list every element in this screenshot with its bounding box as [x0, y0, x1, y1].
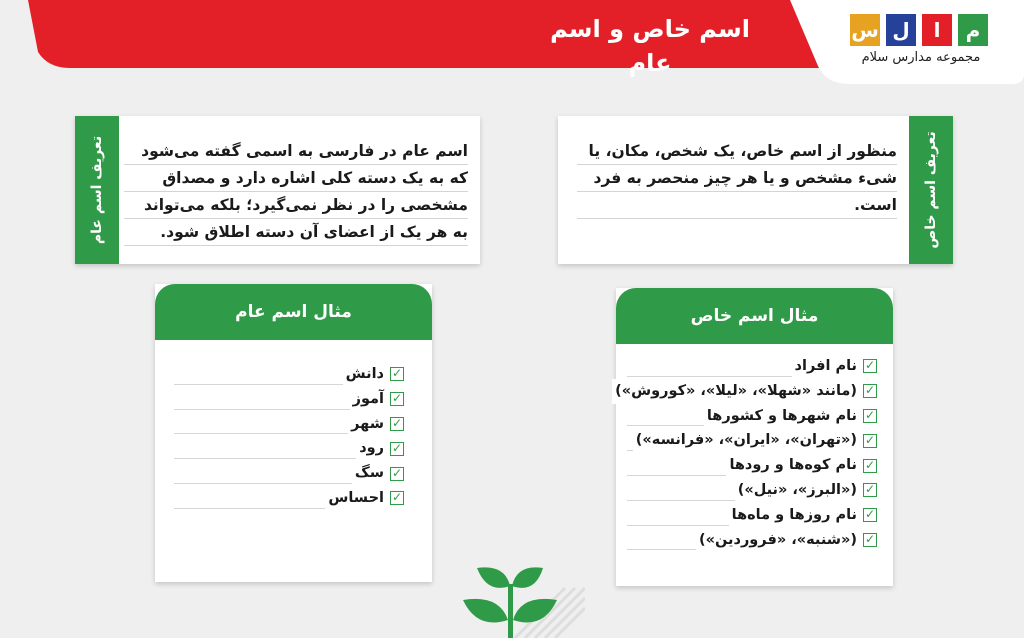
common-definition-text: اسم عام در فارسی به اسمی گفته می‌شود که به یک دسته کلی اشاره دارد و مصداق مشخصی را در نظر نمی‌گیرد؛ بلکه می‌تواند به هر یک از اعضای آن دسته اطلاق شود. — [124, 138, 468, 246]
logo — [846, 14, 996, 74]
proper-definition-tab — [909, 116, 953, 264]
checkbox-icon: ✓ — [391, 391, 403, 406]
checkbox-icon: ✓ — [391, 366, 403, 381]
common-definition-card — [75, 116, 480, 264]
common-examples-panel — [155, 284, 432, 582]
checkbox-icon: ✓ — [391, 415, 403, 430]
page-title: اسم خاص و اسم عام — [550, 15, 750, 77]
checkbox-icon: ✓ — [864, 507, 876, 522]
checkbox-icon: ✓ — [391, 490, 403, 505]
proper-examples-panel — [616, 288, 893, 586]
logo-tile-alef: ا — [922, 14, 952, 46]
checkbox-icon: ✓ — [391, 465, 403, 480]
logo-tile-lam: ل — [886, 14, 916, 46]
list-item: ✓ احساس — [174, 486, 404, 511]
list-item: ✓ («البرز»، «نیل») — [627, 478, 877, 503]
logo-tagline: مجموعه مدارس سلام — [861, 50, 981, 65]
list-item: ✓ («تهران»، «ایران»، «فرانسه») — [627, 428, 877, 453]
checkbox-icon: ✓ — [864, 358, 876, 373]
proper-definition-text: منظور از اسم خاص، یک شخص، مکان، یا شیء مشخص و یا هر چیز منحصر به فرد است. — [577, 138, 897, 219]
proper-examples-list — [615, 354, 877, 552]
proper-definition-tab-label: تعریف اسم خاص — [923, 131, 939, 249]
list-item: ✓ رود — [174, 436, 404, 461]
list-item: ✓ شهر — [174, 412, 404, 437]
list-item: ✓ نام کوه‌ها و رودها — [627, 453, 877, 478]
checkbox-icon: ✓ — [864, 531, 876, 546]
checkbox-icon: ✓ — [864, 457, 876, 472]
logo-tile-mim: م — [958, 14, 988, 46]
checkbox-icon: ✓ — [864, 383, 876, 398]
common-definition-tab — [75, 116, 119, 264]
proper-definition-card — [558, 116, 953, 264]
list-item: ✓ («شنبه»، «فروردین») — [627, 528, 877, 553]
common-definition-tab-label: تعریف اسم عام — [89, 135, 105, 245]
checkbox-icon: ✓ — [391, 440, 403, 455]
common-examples-title: مثال اسم عام — [155, 284, 432, 340]
common-examples-list — [174, 362, 404, 511]
list-item: ✓ دانش — [174, 362, 404, 387]
list-item: ✓ سگ — [174, 461, 404, 486]
leaf-decoration-icon — [455, 560, 585, 638]
checkbox-icon: ✓ — [864, 482, 876, 497]
logo-tile-sin: س — [850, 14, 880, 46]
checkbox-icon: ✓ — [864, 432, 876, 447]
proper-examples-title: مثال اسم خاص — [616, 288, 893, 344]
list-item: ✓ نام روزها و ماه‌ها — [627, 503, 877, 528]
logo-tiles — [850, 14, 988, 46]
checkbox-icon: ✓ — [864, 407, 876, 422]
list-item: ✓ نام شهرها و کشورها — [627, 404, 877, 429]
list-item: ✓ (مانند «شهلا»، «لیلا»، «کوروش») — [627, 379, 877, 404]
list-item: ✓ آموز — [174, 387, 404, 412]
list-item: ✓ نام افراد — [627, 354, 877, 379]
